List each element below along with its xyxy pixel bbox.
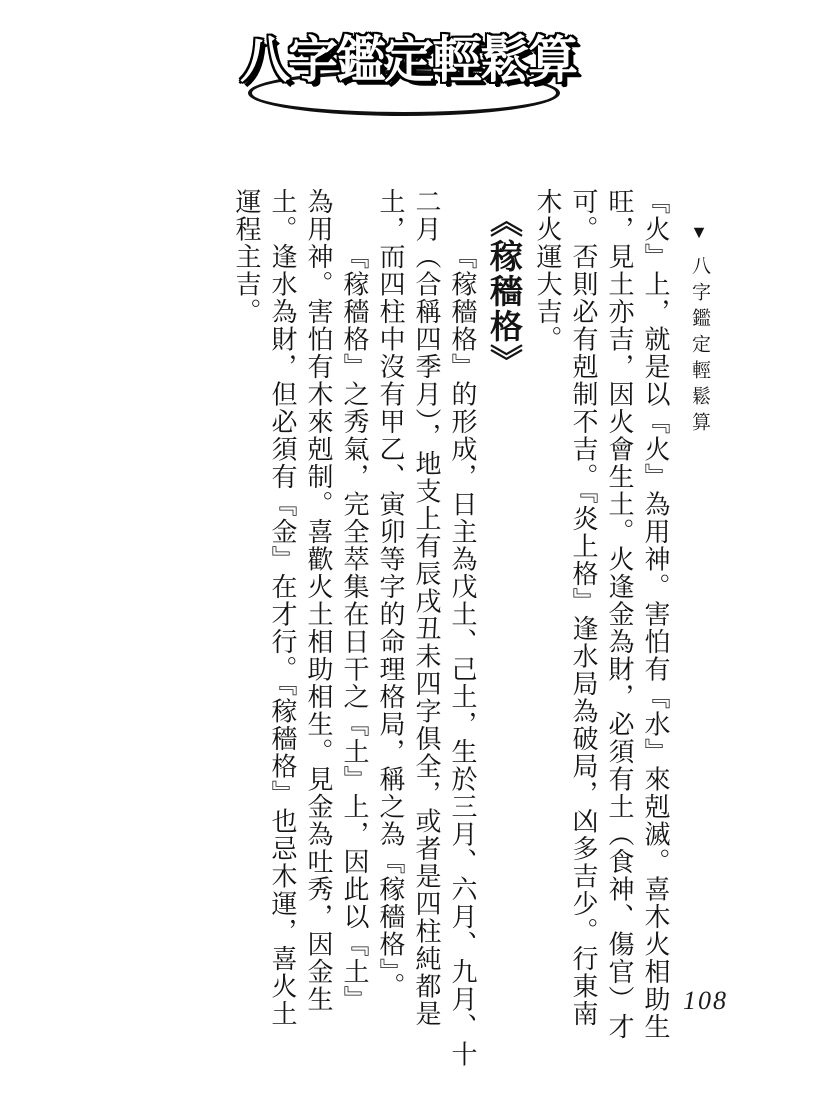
running-header bbox=[690, 188, 709, 1088]
book-logo bbox=[240, 20, 576, 115]
paragraph-line: 『稼穡格』的形成，日主為戊土、己土，生於三月、六月、九月、十 bbox=[448, 243, 477, 1068]
page-number: 108 bbox=[683, 986, 728, 1015]
paragraph-line: 運程主吉。 bbox=[232, 188, 261, 326]
vertical-text-body bbox=[223, 188, 725, 1088]
paragraph-line: 土。逢水為財，但必須有『金』在才行。『稼穡格』也忌木運，喜火土 bbox=[268, 188, 297, 1028]
paragraph-line: 『火』上，就是以『火』為用神。害怕有『水』來剋滅。喜木火相助生 bbox=[641, 188, 670, 1041]
paragraph-line: 『稼穡格』之秀氣，完全萃集在日干之『土』上，因此以『土』 bbox=[340, 243, 369, 1013]
section-marker-icon: ▼ bbox=[689, 222, 709, 242]
paragraph-line: 木火運大吉。 bbox=[533, 188, 562, 353]
paragraph-line: 為用神。害怕有木來剋制。喜歡火土相助相生。見金為吐秀，因金生 bbox=[304, 188, 333, 1013]
paragraph-line: 旺，見土亦吉，因火會生土。火逢金為財，必須有土（食神、傷官）才 bbox=[605, 188, 634, 1041]
paragraph-line: 土，而四柱中沒有甲乙、寅卯等字的命理格局，稱之為『稼穡格』。 bbox=[376, 188, 405, 1000]
paragraph-line: 可。否則必有剋制不吉。『炎上格』逢水局為破局，凶多吉少。行東南 bbox=[569, 188, 598, 1028]
section-title: 《稼穡格》 bbox=[485, 204, 524, 379]
logo-title: 八字鑑定輕鬆算 bbox=[240, 31, 576, 89]
running-header-title: 八字鑑定輕鬆算 bbox=[689, 256, 710, 438]
paragraph-line: 二月（合稱四季月），地支上有辰戌丑未四字俱全，或者是四柱純都是 bbox=[412, 188, 441, 1028]
